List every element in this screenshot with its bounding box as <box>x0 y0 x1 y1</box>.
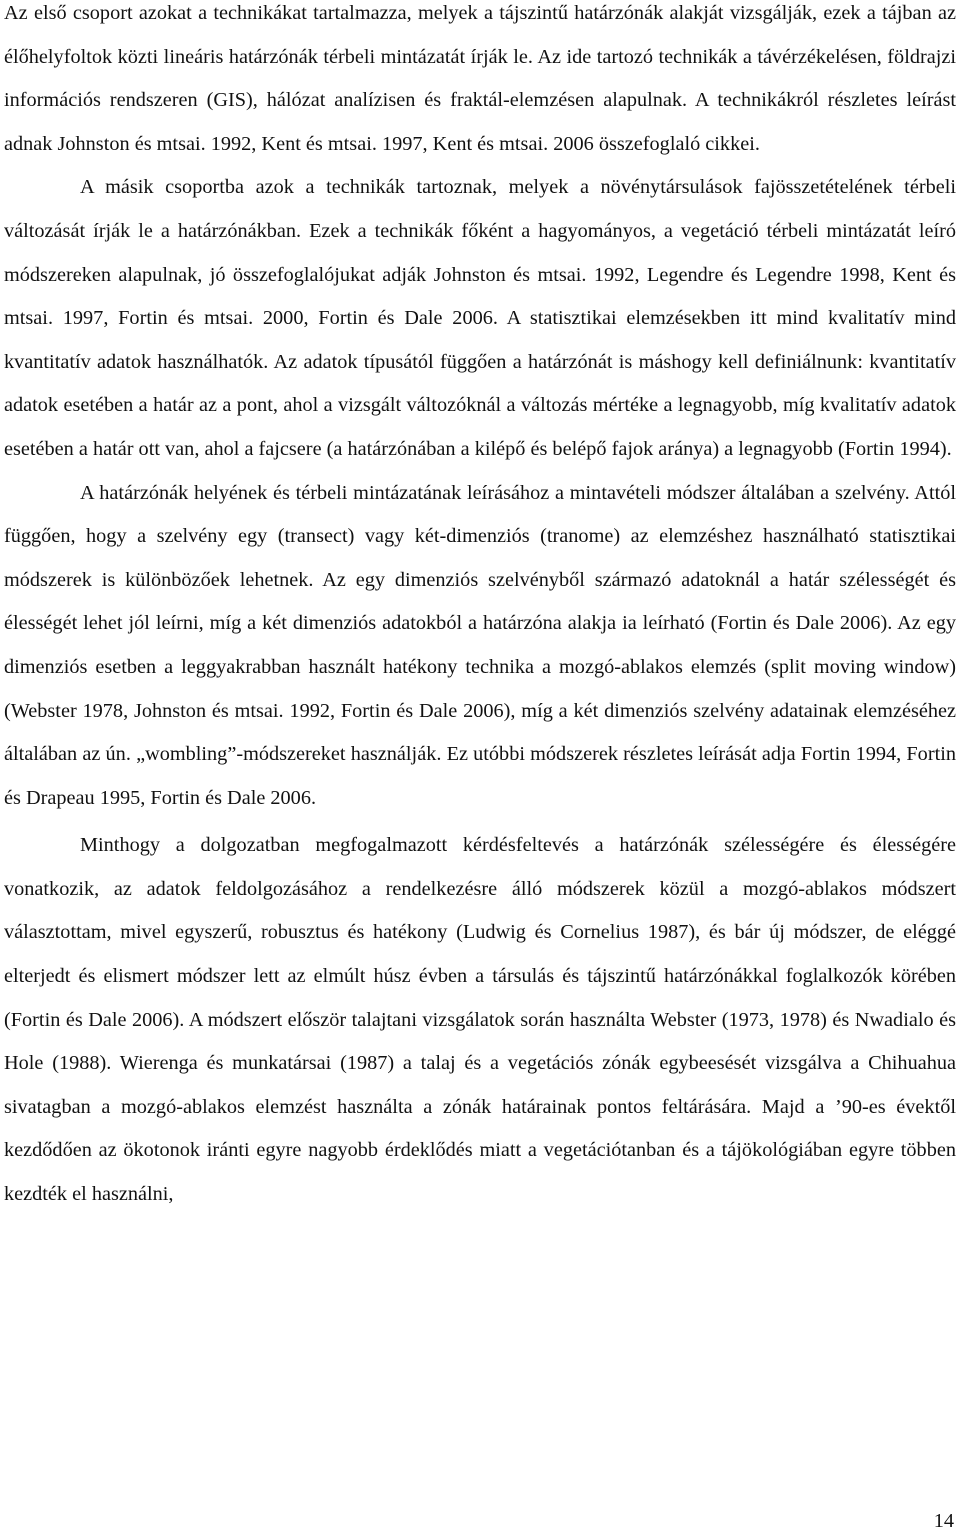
paragraph-3: A határzónák helyének és térbeli mintázatának leírásához a mintavételi módszer általában a szelvény. Attól függően, hogy a szelvény egy (transect) vagy két-dimenziós (tranome) az elemzéshez használható statisztikai módszerek is különbözőek lehetnek. Az egy dimenziós szelvényből származó adatoknál a határ szélességét és élességét lehet jól leírni, míg a két dimenziós adatokból a határzóna alakja ia leírható (Fortin és Dale 2006). Az egy dimenziós esetben a leggyakrabban használt hatékony technika a mozgó-ablakos elemzés (split moving window) (Webster 1978, Johnston és mtsai. 1992, Fortin és Dale 2006), míg a két dimenziós szelvény adatainak elemzéséhez általában az ún. „wombling”-módszereket használják. Ez utóbbi módszerek részletes leírását adja Fortin 1994, Fortin és Drapeau 1995, Fortin és Dale 2006. <box>4 481 956 809</box>
page-number: 14 <box>933 1510 954 1532</box>
paragraph-4: Minthogy a dolgozatban megfogalmazott kérdésfeltevés a határzónák szélességére és élességére vonatkozik, az adatok feldolgozásához a rendelkezésre álló módszerek közül a mozgó-ablakos módszert választottam, mivel egyszerű, robusztus és hatékony (Ludwig és Cornelius 1987), és bár új módszer, de eléggé elterjedt és elismert módszer lett az elmúlt húsz évben a társulás és tájszintű határzónákkal foglalkozók körében (Fortin és Dale 2006). A módszert először talajtani vizsgálatok során használta Webster (1973, 1978) és Nwadialo és Hole (1988). Wierenga és munkatársai (1987) a talaj és a vegetációs zónák egybeesését vizsgálva a Chihuahua sivatagban a mozgó-ablakos elemzést használta a zónák határainak pontos feltárására. Majd a ’90-es évektől kezdődően az ökotonok iránti egyre nagyobb érdeklődés miatt a vegetációtanban és a tájökológiában egyre többen kezdték el használni, <box>4 834 956 1206</box>
paragraph-2: A másik csoportba azok a technikák tartoznak, melyek a növénytársulások fajösszetételének térbeli változását írják le a határzónákban. Ezek a technikák főként a hagyományos, a vegetáció térbeli mintázatát leíró módszereken alapulnak, jó összefoglalójukat adják Johnston és mtsai. 1992, Legendre és Legendre 1998, Kent és mtsai. 1997, Fortin és mtsai. 2000, Fortin és Dale 2006. A statisztikai elemzésekben itt mind kvalitatív mind kvantitatív adatok használhatók. Az adatok típusától függően a határzónát is máshogy kell definiálnunk: kvantitatív adatok esetében a határ az a pont, ahol a vizsgált változóknál a változás mértéke a legnagyobb, míg kvalitatív adatok esetében a határ ott van, ahol a fajcsere (a határzónában a kilépő és belépő fajok aránya) a legnagyobb (Fortin 1994). <box>4 176 956 460</box>
paragraph-1: Az első csoport azokat a technikákat tartalmazza, melyek a tájszintű határzónák alakját vizsgálják, ezek a tájban az élőhelyfoltok közti lineáris határzónák térbeli mintázatát írják le. Az ide tartozó technikák a távérzékelésen, földrajzi információs rendszeren (GIS), hálózat analízisen és fraktál-elemzésen alapulnak. A technikákról részletes leírást adnak Johnston és mtsai. 1992, Kent és mtsai. 1997, Kent és mtsai. 2006 összefoglaló cikkei. <box>4 2 956 155</box>
body-text <box>4 0 956 1217</box>
